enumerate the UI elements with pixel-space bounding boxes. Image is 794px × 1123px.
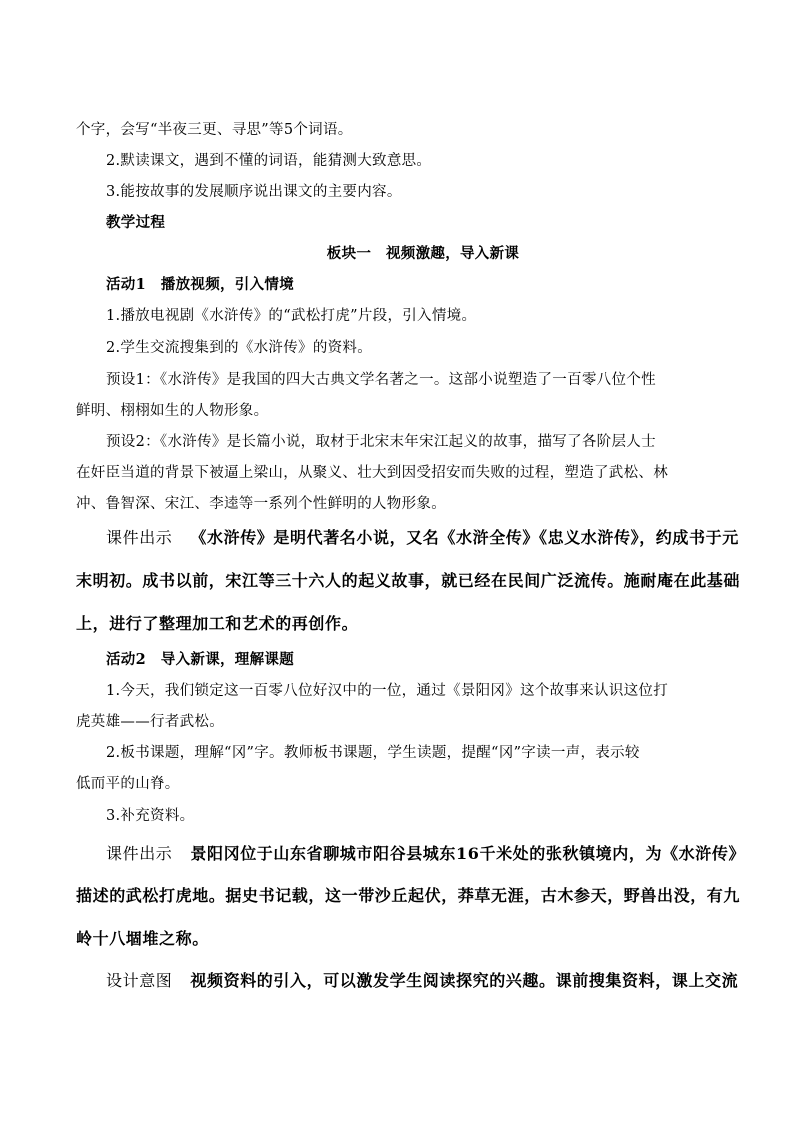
block-one-heading xyxy=(0,244,794,264)
section-heading-teaching-process: 教学过程 xyxy=(106,214,166,231)
activity-2-heading: 活动2 导入新课，理解课题 xyxy=(106,651,294,668)
objective-line-2: 2.默读课文，遇到不懂的词语，能猜测大致意思。 xyxy=(106,153,432,169)
activity-2-step-2-line-2: 低而平的山脊。 xyxy=(76,776,180,792)
courseware-2-line-2: 描述的武松打虎地。据史书记载，这一带沙丘起伏，莽草无涯，古木参天，野兽出没，有九 xyxy=(76,886,741,905)
courseware-1-line-2: 末明初。成书以前，宋江等三十六人的起义故事，就已经在民间广泛流传。施耐庵在此基础 xyxy=(76,571,741,590)
courseware-2-line-1 xyxy=(106,844,746,864)
courseware-2-line-3: 岭十八堌堆之称。 xyxy=(76,929,209,948)
courseware-1-text: 《水浒传》是明代著名小说，又名《水浒全传》《忠义水浒传》，约成书于元 xyxy=(190,528,739,547)
activity-1-heading: 活动1 播放视频，引入情境 xyxy=(106,276,294,293)
courseware-label: 课件出示 xyxy=(106,528,173,547)
preset-1-line-2: 鲜明、栩栩如生的人物形象。 xyxy=(76,403,269,419)
preset-2-line-3: 冲、鲁智深、宋江、李逵等一系列个性鲜明的人物形象。 xyxy=(76,496,446,512)
objective-line-3: 3.能按故事的发展顺序说出课文的主要内容。 xyxy=(106,184,402,200)
preset-2-line-2: 在奸臣当道的背景下被逼上梁山，从聚义、壮大到因受招安而失败的过程，塑造了武松、林 xyxy=(76,465,668,481)
courseware-1-line-3: 上，进行了整理加工和艺术的再创作。 xyxy=(76,614,359,633)
courseware-1-line-1 xyxy=(106,528,739,548)
block-one-heading-text: 板块一 视频激趣，导入新课 xyxy=(326,245,520,262)
activity-1-step-1: 1.播放电视剧《水浒传》的“武松打虎”片段，引入情境。 xyxy=(106,308,477,324)
design-intent-text: 视频资料的引入，可以激发学生阅读探究的兴趣。课前搜集资料，课上交流 xyxy=(190,971,739,990)
preset-2-line-1: 预设2：《水浒传》是长篇小说，取材于北宋末年宋江起义的故事，描写了各阶层人士 xyxy=(106,434,656,450)
courseware-label-2: 课件出示 xyxy=(106,844,173,863)
activity-2-step-1-line-1: 1.今天，我们锁定这一百零八位好汉中的一位，通过《景阳冈》这个故事来认识这位打 xyxy=(106,683,669,699)
courseware-2-text: 景阳冈位于山东省聊城市阳谷县城东16千米处的张秋镇境内，为《水浒传》 xyxy=(190,844,746,863)
activity-2-step-2-line-1: 2.板书课题，理解“冈”字。教师板书课题，学生读题，提醒“冈”字读一声，表示较 xyxy=(106,745,640,761)
design-intent-label: 设计意图 xyxy=(106,971,173,990)
activity-2-step-3: 3.补充资料。 xyxy=(106,808,195,824)
design-intent-line-1 xyxy=(106,971,739,991)
activity-1-step-2: 2.学生交流搜集到的《水浒传》的资料。 xyxy=(106,340,373,356)
objective-line-1-cont: 个字，会写“半夜三更、寻思”等5个词语。 xyxy=(76,122,353,138)
activity-2-step-1-line-2: 虎英雄——行者武松。 xyxy=(76,714,224,730)
preset-1-line-1: 预设1：《水浒传》是我国的四大古典文学名著之一。这部小说塑造了一百零八位个性 xyxy=(106,372,656,388)
